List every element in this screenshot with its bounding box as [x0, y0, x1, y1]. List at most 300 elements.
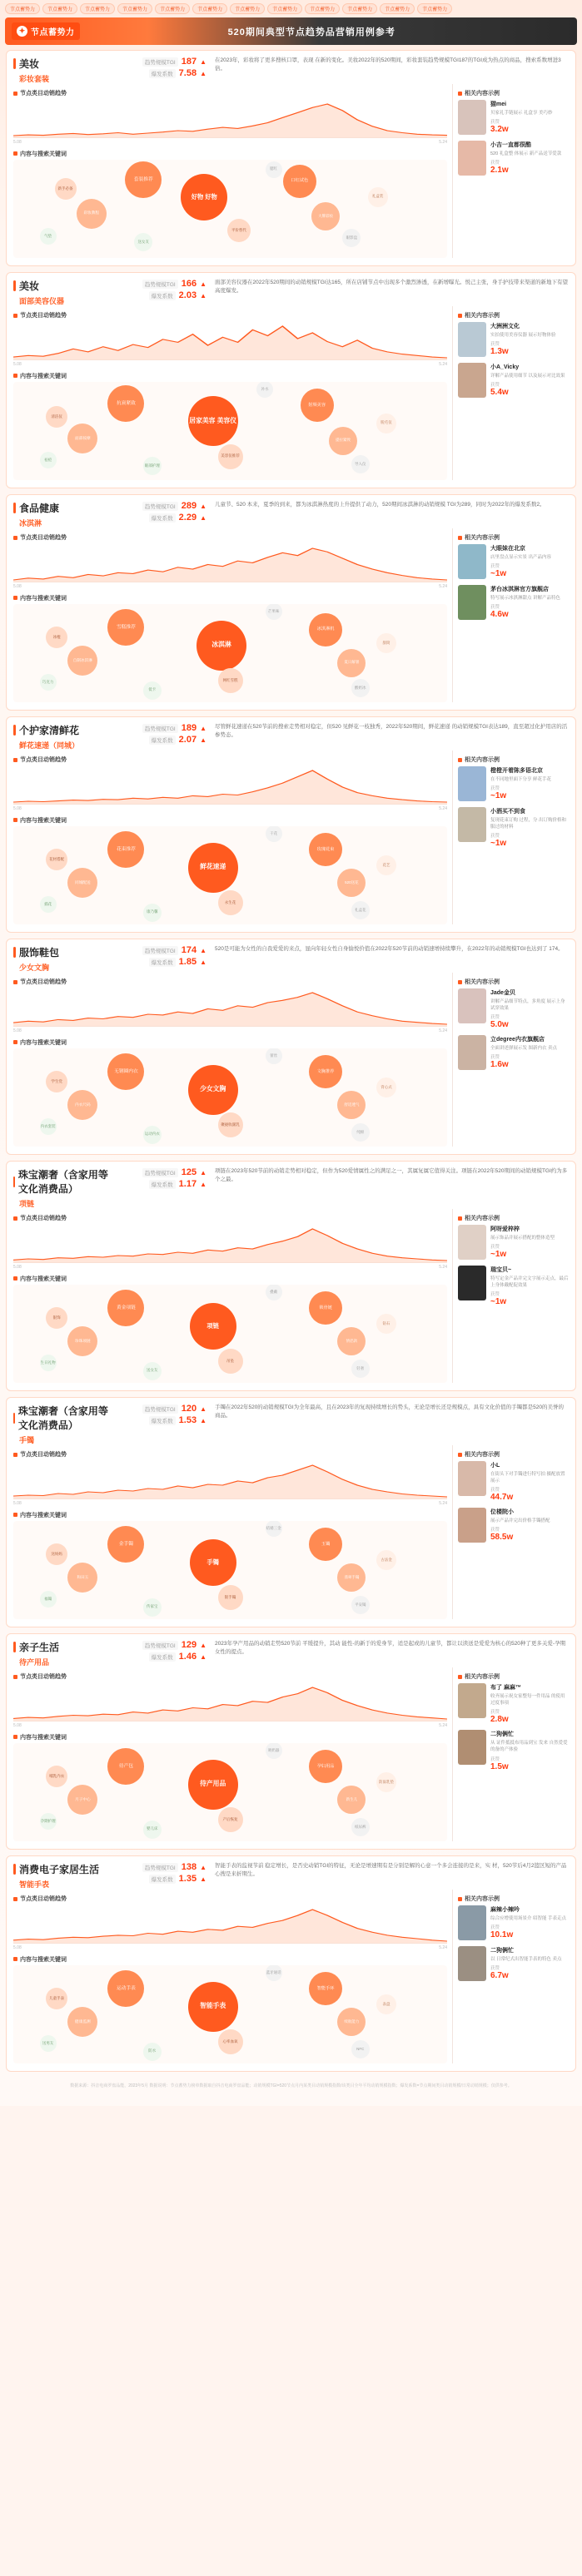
growth-label: 爆发系数	[149, 1416, 176, 1425]
likes-value: 3.2w	[490, 124, 509, 134]
metric-growth	[117, 1415, 206, 1425]
keyword-bubble[interactable]	[329, 427, 357, 455]
example-author: 阿呀爱梓梓	[490, 1226, 520, 1232]
example-thumbnail	[458, 363, 486, 398]
example-author: 大洲洲文化	[490, 323, 520, 329]
keyword-bubble[interactable]	[301, 389, 334, 422]
category-block	[13, 1862, 112, 1890]
keyword-bubble[interactable]	[107, 609, 144, 646]
keyword-bubble-label: 导入仪	[355, 461, 366, 466]
keyword-bubble-label: 产后恢复	[222, 1816, 238, 1821]
keyword-bubble[interactable]	[218, 444, 243, 469]
tgi-label: 趋势规模TGI	[142, 502, 178, 511]
top-pill: 节点蓄势力	[380, 3, 415, 14]
example-item[interactable]	[458, 766, 569, 801]
accent-bar-icon	[13, 1413, 15, 1424]
likes-label: 获赞	[490, 1756, 500, 1762]
likes-value: 2.8w	[490, 1715, 509, 1724]
category-card	[6, 716, 576, 933]
keyword-bubble[interactable]	[337, 1786, 366, 1814]
keyword-bubble[interactable]	[143, 1821, 162, 1839]
square-bullet-icon	[13, 92, 17, 96]
keyword-section-label: 内容与搜索关键词	[13, 1733, 67, 1741]
example-author: 二狗俩忙	[490, 1731, 514, 1737]
metrics-block	[117, 57, 206, 80]
keyword-bubble[interactable]	[77, 199, 107, 229]
metric-tgi	[117, 1167, 206, 1177]
keyword-bubble-cloud	[13, 382, 447, 480]
category-card	[6, 272, 576, 488]
keyword-bubble[interactable]	[107, 385, 144, 422]
keyword-bubble[interactable]	[218, 2029, 243, 2054]
example-item[interactable]	[458, 1683, 569, 1725]
example-item[interactable]	[458, 1461, 569, 1503]
example-section-label: 相关内容示例	[458, 978, 500, 986]
keyword-bubble[interactable]	[67, 1326, 97, 1356]
growth-label: 爆发系数	[149, 736, 176, 745]
example-item[interactable]	[458, 544, 569, 579]
keyword-bubble[interactable]	[181, 174, 227, 220]
keyword-bubble[interactable]	[134, 233, 152, 251]
keyword-bubble[interactable]	[40, 1355, 57, 1371]
arrow-up-icon: ▲	[200, 1168, 206, 1177]
square-bullet-icon	[458, 314, 462, 318]
square-bullet-icon	[13, 596, 17, 600]
keyword-bubble[interactable]	[143, 904, 162, 922]
tgi-value: 129	[181, 1640, 197, 1650]
keyword-bubble[interactable]	[311, 202, 340, 230]
keyword-bubble[interactable]	[351, 679, 370, 697]
metric-growth	[117, 1652, 206, 1662]
top-pill: 节点蓄势力	[342, 3, 377, 14]
keyword-bubble[interactable]	[376, 633, 396, 653]
arrow-up-icon: ▲	[200, 57, 206, 66]
keyword-bubble[interactable]	[376, 1550, 396, 1570]
example-item[interactable]	[458, 1946, 569, 1981]
keyword-bubble-label: 手镯	[206, 1558, 219, 1566]
keyword-bubble[interactable]	[107, 1526, 144, 1563]
keyword-bubble-label: 智能手环	[316, 1985, 335, 1991]
likes-value: ~1w	[490, 790, 507, 800]
keyword-bubble-label: 结婚三金	[266, 1526, 281, 1531]
trend-chart	[13, 544, 447, 582]
example-thumbnail	[458, 988, 486, 1023]
keyword-bubble-label: 礼盒装	[371, 194, 384, 199]
keyword-bubble[interactable]	[188, 843, 238, 893]
keyword-bubble[interactable]	[196, 621, 246, 671]
keyword-bubble[interactable]	[337, 1091, 366, 1119]
keyword-bubble[interactable]	[218, 668, 243, 693]
keyword-bubble[interactable]	[337, 869, 366, 897]
category-title: 美妆	[13, 279, 112, 293]
growth-label: 爆发系数	[149, 1180, 176, 1189]
trend-axis	[13, 1028, 447, 1033]
keyword-bubble[interactable]	[351, 2040, 370, 2058]
metric-tgi	[117, 279, 206, 289]
keyword-bubble[interactable]	[218, 1807, 243, 1832]
example-item[interactable]	[458, 1905, 569, 1940]
metric-growth	[117, 290, 206, 300]
keyword-bubble-label: 孕妇用品	[316, 1763, 335, 1769]
keyword-bubble-cloud	[13, 604, 447, 702]
example-thumbnail	[458, 766, 486, 801]
example-item[interactable]	[458, 988, 569, 1030]
top-pill: 节点蓄势力	[155, 3, 190, 14]
tgi-value: 125	[181, 1167, 197, 1177]
example-item[interactable]	[458, 363, 569, 398]
example-thumbnail	[458, 1225, 486, 1260]
keyword-bubble-label: 套装推荐	[133, 176, 153, 182]
trend-axis	[13, 140, 447, 145]
subcategory-name: 智能手表	[19, 1880, 50, 1889]
likes-value: 1.3w	[490, 346, 509, 356]
keyword-bubble[interactable]	[256, 382, 273, 398]
keyword-bubble[interactable]	[376, 855, 396, 875]
card-body	[13, 1667, 569, 1841]
example-item[interactable]	[458, 1266, 569, 1307]
keyword-bubble-label: 待产包	[118, 1764, 134, 1770]
keyword-bubble[interactable]	[46, 627, 67, 648]
keyword-bubble[interactable]	[266, 1965, 282, 1981]
keyword-bubble[interactable]	[376, 414, 396, 433]
example-thumbnail	[458, 1508, 486, 1543]
keyword-bubble-label: 网红雪糕	[222, 677, 238, 682]
keyword-bubble[interactable]	[351, 1818, 370, 1836]
example-item[interactable]	[458, 1225, 569, 1260]
axis-end: 5.24	[439, 1500, 447, 1506]
keyword-bubble[interactable]	[309, 1528, 342, 1561]
keyword-bubble[interactable]	[67, 1563, 97, 1593]
keyword-bubble[interactable]	[283, 165, 316, 198]
keyword-bubble[interactable]	[309, 1291, 342, 1325]
keyword-bubble[interactable]	[266, 604, 282, 620]
keyword-bubble[interactable]	[40, 674, 57, 691]
keyword-bubble[interactable]	[190, 1303, 236, 1350]
keyword-bubble-label: 轻奢	[356, 1366, 365, 1371]
example-thumbnail	[458, 322, 486, 357]
keyword-bubble[interactable]	[188, 396, 238, 446]
keyword-bubble[interactable]	[67, 424, 97, 453]
square-bullet-icon	[13, 1897, 17, 1901]
subcategory-name: 项链	[19, 1200, 35, 1208]
metrics-block	[117, 279, 206, 302]
keyword-bubble-label: 纯棉	[356, 1130, 365, 1135]
charts-column	[13, 1667, 447, 1841]
keyword-bubble[interactable]	[309, 1972, 342, 2005]
keyword-bubble[interactable]	[46, 1766, 67, 1787]
likes-label: 获赞	[490, 160, 500, 166]
example-item[interactable]	[458, 100, 569, 135]
square-bullet-icon	[13, 1957, 17, 1961]
keyword-bubble[interactable]	[368, 187, 388, 207]
accent-bar-icon	[13, 280, 16, 291]
examples-column	[452, 751, 569, 924]
keyword-bubble[interactable]	[190, 1539, 236, 1586]
keyword-bubble[interactable]	[227, 219, 251, 242]
card-header	[13, 1167, 569, 1209]
trend-axis	[13, 1501, 447, 1506]
keyword-bubble[interactable]	[46, 1988, 67, 2009]
trend-section-label: 节点类目动销趋势	[13, 533, 67, 542]
keyword-bubble[interactable]	[351, 901, 370, 919]
keyword-bubble[interactable]	[143, 681, 162, 700]
keyword-bubble-label: 传家宝	[146, 1604, 158, 1609]
example-description: 讲解产品细节特点，多角度 展示上身试穿效果	[490, 998, 565, 1011]
example-section-label: 相关内容示例	[458, 1672, 500, 1681]
examples-column	[452, 973, 569, 1147]
keyword-bubble[interactable]	[266, 1521, 282, 1537]
arrow-up-icon: ▲	[200, 1652, 206, 1661]
category-title: 珠宝潮奢（含家用等文化消费品）	[13, 1167, 112, 1196]
arrow-up-icon: ▲	[200, 513, 206, 522]
example-item[interactable]	[458, 1508, 569, 1543]
keyword-bubble[interactable]	[218, 890, 243, 915]
keyword-bubble[interactable]	[337, 2008, 366, 2036]
keyword-bubble-label: 低卡	[148, 687, 157, 692]
arrow-up-icon: ▲	[200, 1641, 206, 1649]
keyword-bubble-label: 彩妆教程	[83, 211, 100, 215]
keyword-bubble[interactable]	[309, 1750, 342, 1783]
axis-end: 5.24	[439, 1722, 447, 1728]
growth-value: 2.07	[178, 735, 197, 745]
trend-chart	[13, 1905, 447, 1944]
keyword-bubble[interactable]	[266, 161, 282, 178]
likes-label: 获赞	[490, 1710, 500, 1715]
trend-section-label: 节点类目动销趋势	[13, 1214, 67, 1222]
keyword-bubble[interactable]	[143, 2043, 162, 2061]
likes-value: ~1w	[490, 568, 507, 578]
likes-value: 44.7w	[490, 1493, 514, 1502]
keyword-bubble-label: 叠戴	[270, 1290, 278, 1295]
metrics-block	[117, 1640, 206, 1663]
keyword-bubble-label: 气垫	[44, 233, 52, 238]
example-author: 布了 麻麻™	[490, 1684, 521, 1691]
category-block	[13, 1640, 112, 1667]
keyword-bubble-label: 银饰	[52, 1315, 61, 1320]
category-card	[6, 1633, 576, 1850]
keyword-bubble[interactable]	[337, 649, 366, 677]
growth-value: 7.58	[178, 68, 197, 78]
arrow-up-icon: ▲	[200, 1875, 206, 1883]
keyword-bubble[interactable]	[351, 1360, 370, 1378]
page-title: 520期间典型节点趋势品营销用例参考	[227, 27, 395, 37]
keyword-bubble[interactable]	[143, 1126, 162, 1144]
keyword-bubble[interactable]	[46, 849, 67, 870]
keyword-bubble-label: 玫瑰花束	[316, 846, 335, 852]
keyword-bubble[interactable]	[376, 1994, 396, 2014]
likes-value: 1.6w	[490, 1060, 509, 1070]
category-card	[6, 1161, 576, 1391]
likes-value: 5.4w	[490, 387, 509, 397]
keyword-bubble[interactable]	[107, 1053, 144, 1090]
keyword-bubble-label: 黄金项链	[117, 1305, 136, 1311]
keyword-bubble[interactable]	[46, 1307, 67, 1329]
keyword-bubble[interactable]	[40, 896, 57, 913]
card-body	[13, 973, 569, 1147]
keyword-bubble[interactable]	[107, 831, 144, 868]
example-item[interactable]	[458, 585, 569, 620]
axis-end: 5.24	[439, 1264, 447, 1270]
likes-value: 4.6w	[490, 609, 509, 619]
likes-label: 获赞	[490, 1015, 500, 1020]
subcategory-name: 少女文胸	[19, 964, 50, 972]
keyword-bubble[interactable]	[351, 1123, 370, 1142]
likes-label: 获赞	[490, 1925, 500, 1930]
keyword-bubble[interactable]	[46, 1543, 67, 1565]
example-item[interactable]	[458, 807, 569, 849]
keyword-bubble[interactable]	[309, 613, 342, 646]
trend-chart	[13, 1683, 447, 1721]
keyword-bubble[interactable]	[266, 1743, 282, 1759]
keyword-bubble-label: 孕期护理	[40, 1819, 56, 1824]
keyword-bubble-label: 舒适透气	[344, 1102, 360, 1107]
keyword-bubble[interactable]	[351, 455, 370, 473]
example-section-label: 相关内容示例	[458, 89, 500, 97]
keyword-bubble[interactable]	[107, 1748, 144, 1785]
tgi-value: 138	[181, 1862, 197, 1872]
trend-section-label: 节点类目动销趋势	[13, 978, 67, 986]
square-bullet-icon	[458, 1897, 462, 1901]
keyword-bubble-label: 腮红	[270, 166, 278, 171]
example-author: 茅台冰淇淋官方旗舰店	[490, 586, 549, 592]
keyword-bubble-label: 表盘	[382, 2001, 390, 2006]
metric-growth	[117, 957, 206, 967]
keyword-bubble-label: 新手必备	[57, 186, 73, 191]
keyword-bubble[interactable]	[46, 406, 67, 428]
keyword-bubble[interactable]	[309, 1055, 342, 1088]
keyword-bubble[interactable]	[125, 161, 162, 198]
growth-value: 1.53	[178, 1415, 197, 1425]
keyword-bubble[interactable]	[40, 2035, 57, 2052]
example-description: 实拍使用美容仪器 展示好物体验	[490, 332, 556, 338]
keyword-section-label: 内容与搜索关键词	[13, 816, 67, 825]
example-thumbnail	[458, 1946, 486, 1981]
example-description: 全面讲述弹展示发 图新内衣 卖点	[490, 1046, 558, 1051]
keyword-bubble[interactable]	[40, 452, 57, 468]
keyword-bubble-label: 花束推荐	[117, 847, 136, 853]
keyword-bubble[interactable]	[67, 1090, 97, 1120]
card-header	[13, 1862, 569, 1890]
keyword-bubble[interactable]	[40, 228, 57, 245]
trend-chart	[13, 322, 447, 360]
keyword-bubble[interactable]	[218, 1349, 243, 1374]
top-pill: 节点蓄势力	[417, 3, 452, 14]
keyword-bubble[interactable]	[342, 229, 361, 247]
keyword-bubble[interactable]	[376, 1772, 396, 1792]
keyword-bubble-label: 运动内衣	[144, 1132, 160, 1137]
card-header	[13, 1640, 569, 1667]
keyword-bubble[interactable]	[351, 1596, 370, 1614]
keyword-bubble[interactable]	[46, 1071, 67, 1092]
growth-label: 爆发系数	[149, 291, 176, 300]
keyword-bubble[interactable]	[143, 1598, 162, 1617]
keyword-bubble[interactable]	[107, 1970, 144, 2007]
axis-end: 5.24	[439, 1944, 447, 1950]
example-author: 猫mei	[490, 101, 507, 107]
example-author: 小酒买不到食	[490, 808, 525, 815]
keyword-bubble-label: 祛痘	[44, 458, 52, 463]
keyword-bubble[interactable]	[67, 868, 97, 898]
keyword-bubble[interactable]	[40, 1813, 57, 1830]
tgi-value: 174	[181, 945, 197, 955]
example-item[interactable]	[458, 1035, 569, 1070]
keyword-bubble[interactable]	[107, 1290, 144, 1326]
metric-growth	[117, 1874, 206, 1884]
keyword-bubble[interactable]	[188, 1760, 238, 1810]
keyword-bubble-label: NFC	[356, 2047, 365, 2052]
trend-axis	[13, 1723, 447, 1728]
keyword-bubble-label: 运动手表	[117, 1986, 136, 1992]
keyword-bubble-label: 干花	[270, 831, 278, 836]
keyword-bubble-label: 射频美容	[308, 402, 326, 408]
keyword-bubble[interactable]	[266, 1048, 282, 1064]
category-description: 520是可能为女性的自我爱爱的来点，显向年轻女性自身愉悦价值在2022年520节前的动销速增持续攀升，在2022年的动销规模TGI也达到了 174。	[215, 946, 564, 952]
card-body	[13, 1445, 569, 1619]
category-block	[13, 1167, 112, 1209]
keyword-bubble[interactable]	[376, 1077, 396, 1097]
keyword-bubble[interactable]	[337, 1563, 366, 1592]
keyword-bubble[interactable]	[309, 833, 342, 866]
keyword-bubble[interactable]	[67, 646, 97, 676]
trend-axis	[13, 362, 447, 367]
keyword-bubble-label: 520送花	[345, 880, 359, 885]
keyword-bubble-label: 翡翠手镯	[344, 1575, 360, 1580]
keyword-bubble[interactable]	[67, 2007, 97, 2037]
keyword-bubble[interactable]	[376, 1314, 396, 1334]
trend-chart	[13, 766, 447, 805]
keyword-bubble[interactable]	[67, 1785, 97, 1815]
keyword-bubble-label: 新生儿	[346, 1797, 358, 1802]
tgi-label: 趋势规模TGI	[142, 1641, 178, 1650]
keyword-bubble-label: 吊坠	[226, 1358, 234, 1363]
keyword-bubble[interactable]	[337, 1327, 366, 1355]
brand-name: 节点蓄势力	[31, 28, 75, 37]
keyword-bubble[interactable]	[218, 1112, 243, 1137]
category-description: 儿童节、520 本来，夏季的到来，都为冰淇淋热度的上升提供了动力，520期间冰淇淋的动销规模 TGI为289，同时为2022年的爆发系数2。	[215, 502, 545, 508]
keyword-bubble[interactable]	[40, 1118, 57, 1135]
examples-column	[452, 1209, 569, 1383]
growth-value: 1.17	[178, 1179, 197, 1189]
example-description: 特写定金产品并完文字展示走点，最后上身体戴配促效果	[490, 1276, 569, 1288]
keyword-bubble[interactable]	[143, 1362, 162, 1380]
keyword-bubble[interactable]	[266, 826, 282, 842]
category-title: 食品健康	[13, 501, 112, 515]
growth-value: 2.03	[178, 290, 197, 300]
example-item[interactable]	[458, 141, 569, 176]
likes-label: 获赞	[490, 834, 500, 839]
flame-icon: ✦	[17, 26, 27, 37]
square-bullet-icon	[458, 1216, 462, 1221]
card-list	[0, 50, 582, 2072]
example-item[interactable]	[458, 1730, 569, 1771]
keyword-bubble[interactable]	[188, 1065, 238, 1115]
keyword-bubble[interactable]	[40, 1591, 57, 1608]
keyword-bubble[interactable]	[143, 457, 162, 475]
axis-end: 5.24	[439, 139, 447, 145]
keyword-bubble[interactable]	[55, 178, 77, 200]
keyword-bubble[interactable]	[218, 1585, 243, 1610]
example-description: 店里盘点显示实景 出产品内容	[490, 554, 552, 560]
example-item[interactable]	[458, 322, 569, 357]
square-bullet-icon	[458, 92, 462, 96]
trend-chart	[13, 988, 447, 1027]
keyword-bubble-label: 防溢乳垫	[379, 1779, 395, 1784]
keyword-bubble[interactable]	[266, 1285, 282, 1300]
keyword-bubble-label: 抗衰紧致	[117, 400, 136, 406]
keyword-bubble-label: 大牌彩妆	[318, 214, 334, 219]
keyword-bubble[interactable]	[188, 1982, 238, 2032]
axis-end: 5.24	[439, 1028, 447, 1033]
